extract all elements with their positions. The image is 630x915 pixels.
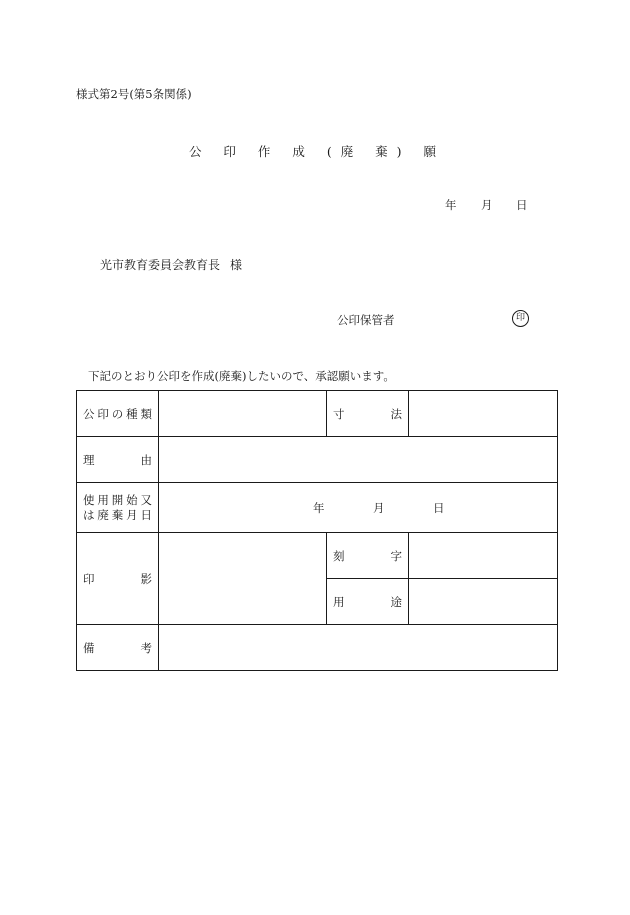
- addressee-honorific: 様: [230, 258, 243, 272]
- intro-text: 下記のとおり公印を作成(廃棄)したいので、承認願います。: [88, 369, 395, 383]
- keeper-label: 公印保管者: [337, 313, 395, 327]
- size-field[interactable]: [409, 391, 558, 437]
- imprint-field[interactable]: [159, 533, 327, 625]
- size-label: 寸法: [327, 391, 409, 437]
- row-engraving: [77, 533, 558, 579]
- engraving-field[interactable]: [409, 533, 558, 579]
- reason-label: 理由: [77, 437, 159, 483]
- form-title: 公 印 作 成 (廃 棄) 願: [188, 144, 446, 159]
- start-date-label: [77, 483, 159, 533]
- table-month-label: 月: [373, 500, 385, 515]
- application-table: [76, 390, 558, 671]
- start-date-field[interactable]: [159, 483, 558, 533]
- row-reason: [77, 437, 558, 483]
- row-seal-type: [77, 391, 558, 437]
- seal-type-label: 公印の種類: [77, 391, 159, 437]
- seal-type-field[interactable]: [159, 391, 327, 437]
- addressee-name: 光市教育委員会教育長: [100, 258, 221, 272]
- row-date: [77, 483, 558, 533]
- addressee: [100, 256, 242, 273]
- engraving-label: 刻字: [327, 533, 409, 579]
- row-remarks: [77, 625, 558, 671]
- usage-field[interactable]: [409, 579, 558, 625]
- remarks-label: 備考: [77, 625, 159, 671]
- start-date-label-line2: は廃棄月日: [83, 507, 152, 522]
- date-year-label: 年: [445, 198, 457, 212]
- date-month-label: 月: [481, 198, 493, 212]
- seal-mark: 印: [512, 310, 529, 327]
- start-date-label-line1: 使用開始又: [83, 492, 152, 507]
- remarks-field[interactable]: [159, 625, 558, 671]
- imprint-label: 印影: [77, 533, 159, 625]
- reason-field[interactable]: [159, 437, 558, 483]
- usage-label: 用途: [327, 579, 409, 625]
- table-day-label: 日: [433, 500, 445, 515]
- table-year-label: 年: [313, 500, 325, 515]
- form-number: 様式第2号(第5条関係): [76, 87, 192, 101]
- date-day-label: 日: [516, 198, 528, 212]
